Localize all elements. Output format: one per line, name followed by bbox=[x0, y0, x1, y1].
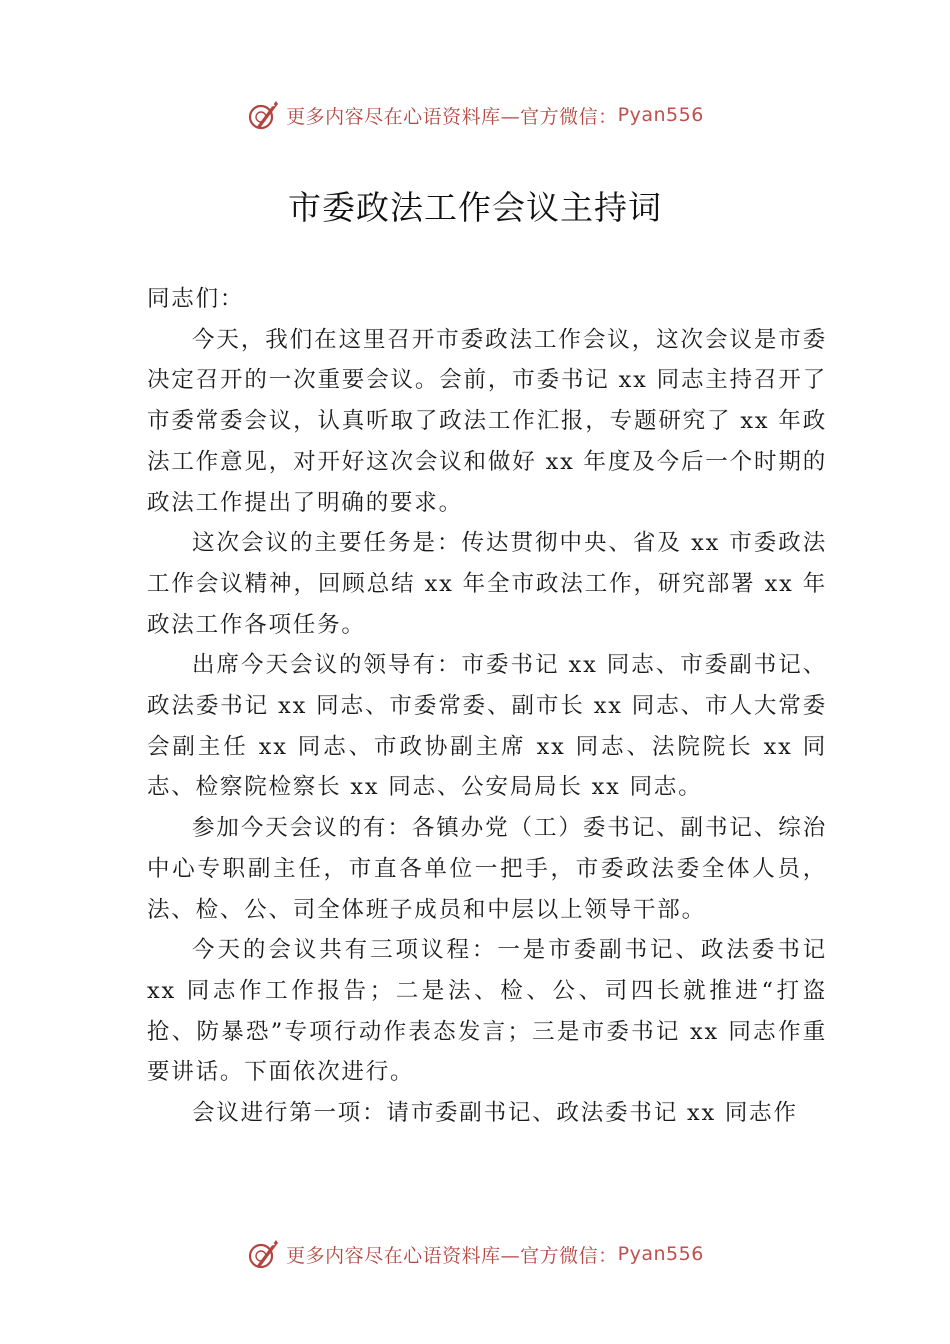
paragraph-main-tasks: 这次会议的主要任务是：传达贯彻中央、省及 xx 市委政法工作会议精神，回顾总结 xx 年全市政法工作，研究部署 xx 年政法工作各项任务。 bbox=[147, 530, 827, 638]
document-body bbox=[147, 279, 827, 1134]
paragraph-participants: 参加今天会议的有：各镇办党（工）委书记、副书记、综治中心专职副主任，市直各单位一把手，市委政法委全体人员，法、检、公、司全体班子成员和中层以上领导干部。 bbox=[147, 815, 827, 923]
quill-logo-icon bbox=[246, 97, 282, 133]
salutation: 同志们： bbox=[147, 286, 245, 312]
quill-logo-icon bbox=[246, 1236, 282, 1272]
watermark-text: 更多内容尽在心语资料库—官方微信： bbox=[286, 1244, 618, 1267]
paragraph-opening: 今天，我们在这里召开市委政法工作会议，这次会议是市委决定召开的一次重要会议。会前，市委书记 xx 同志主持召开了市委常委会议，认真听取了政法工作汇报，专题研究了 xx 年政法工作意见，对开好这次会议和做好 xx 年度及今后一个时期的政法工作提出了明确的要求。 bbox=[147, 326, 827, 516]
watermark-text: 更多内容尽在心语资料库—官方微信： bbox=[286, 105, 618, 128]
paragraph-first-item: 会议进行第一项：请市委副书记、政法委书记 xx 同志作 bbox=[192, 1100, 798, 1127]
watermark-account: Pyan556 bbox=[617, 104, 704, 126]
footer-watermark bbox=[0, 1234, 950, 1274]
header-watermark bbox=[0, 95, 950, 135]
watermark-account: Pyan556 bbox=[617, 1243, 704, 1265]
document-title: 市委政法工作会议主持词 bbox=[288, 188, 662, 227]
paragraph-agenda: 今天的会议共有三项议程：一是市委副书记、政法委书记 xx 同志作工作报告；二是法、检、公、司四长就推进“打盗抢、防暴恐”专项行动作表态发言；三是市委书记 xx 同志作重要讲话。下面依次进行。 bbox=[147, 937, 827, 1086]
paragraph-attending-leaders: 出席今天会议的领导有：市委书记 xx 同志、市委副书记、政法委书记 xx 同志、市委常委、副市长 xx 同志、市人大常委会副主任 xx 同志、市政协副主席 xx 同志、法院院长 xx 同志、检察院检察长 xx 同志、公安局局长 xx 同志。 bbox=[147, 652, 827, 801]
